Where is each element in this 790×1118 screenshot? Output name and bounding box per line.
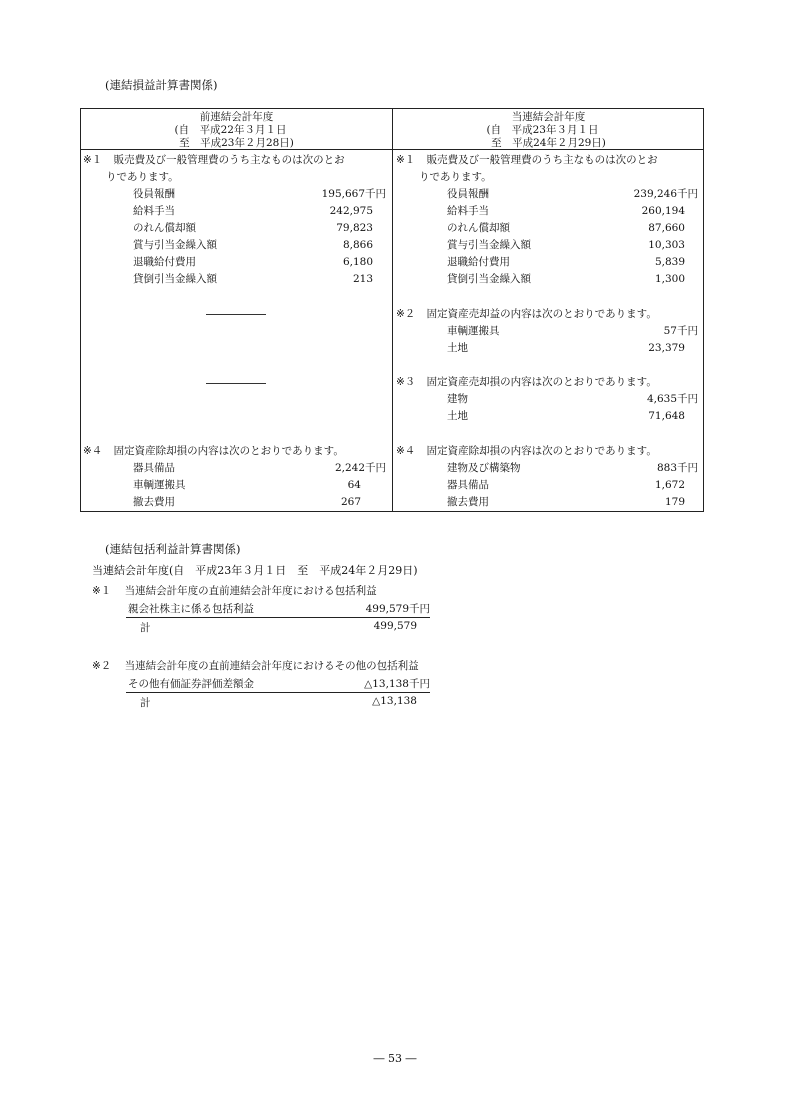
comp1-total-label: 計 (140, 622, 151, 634)
comp1-total-rule (126, 617, 430, 618)
curr-note4-line (396, 443, 657, 460)
curr-year-to: 至 平成24年２月29日) (491, 137, 606, 149)
curr-note1-item-label: 給料手当 (447, 205, 489, 217)
comp1-total-amount: 499,579 (373, 620, 417, 632)
prev-year-title: 前連結会計年度 (199, 111, 274, 123)
prev-note1-marker: ※１ (83, 154, 103, 166)
curr-note1-item-label: 役員報酬 (447, 188, 489, 200)
curr-note1-marker: ※１ (396, 154, 416, 166)
prev-note1-item-label: のれん償却額 (133, 222, 196, 234)
prev-note1-text: 販売費及び一般管理費のうち主なものは次のとお (113, 154, 345, 166)
prev-note1-item-label: 貸倒引当金繰入額 (133, 273, 217, 285)
curr-note2-marker: ※２ (396, 308, 416, 320)
curr-note4-item-label: 撤去費用 (447, 496, 489, 508)
curr-note1-item-amount: 239,246千円 (633, 188, 698, 200)
prev-note1-item-label: 役員報酬 (133, 188, 175, 200)
curr-note1-item-label: 賞与引当金繰入額 (447, 239, 531, 251)
curr-note3-item-amount: 71,648 (648, 410, 685, 422)
prev-note1-item-amount: 242,975 (329, 205, 373, 217)
prev-year-header (81, 111, 392, 150)
curr-note1-item-label: のれん償却額 (447, 222, 510, 234)
curr-note2-item-amount: 57千円 (663, 325, 698, 337)
prev-year-to: 至 平成23年２月28日) (179, 137, 294, 149)
prev-note4-line (83, 443, 344, 460)
prev-note4-item-label: 撤去費用 (133, 496, 175, 508)
prev-note1-item-amount: 195,667千円 (321, 188, 386, 200)
prev-year-from: (自 平成22年３月１日 (174, 124, 287, 136)
curr-note1-item-amount: 87,660 (648, 222, 685, 234)
prev-note1-item-amount: 213 (352, 273, 373, 285)
prev-note1-item-label: 退職給付費用 (133, 256, 196, 268)
curr-note4-item-label: 器具備品 (447, 479, 489, 491)
curr-note4-text: 固定資産除却損の内容は次のとおりであります。 (426, 445, 657, 457)
comp2-item-amount: △13,138千円 (364, 678, 430, 690)
income-statement-table (80, 108, 704, 512)
prev-note1-line1 (83, 152, 345, 169)
comp2-marker: ※２ (92, 660, 112, 672)
section-heading-comprehensive-income: (連結包括利益計算書関係) (105, 542, 241, 556)
curr-note2-item-label: 土地 (447, 342, 468, 354)
comp1-item-label: 親会社株主に係る包括利益 (128, 603, 254, 615)
curr-note2-text: 固定資産売却益の内容は次のとおりであります。 (426, 308, 657, 320)
curr-note1-item-amount: 260,194 (641, 205, 685, 217)
curr-year-from: (自 平成23年３月１日 (486, 124, 599, 136)
prev-note4-item-amount: 2,242千円 (334, 462, 386, 474)
curr-note4-item-amount: 1,672 (654, 479, 685, 491)
prev-note3-placeholder-dash (206, 383, 266, 384)
comp2-line (92, 658, 419, 673)
column-divider (392, 109, 393, 511)
curr-note1-item-label: 貸倒引当金繰入額 (447, 273, 531, 285)
curr-note3-item-label: 建物 (447, 393, 468, 405)
curr-note3-item-label: 土地 (447, 410, 468, 422)
prev-note4-item-label: 器具備品 (133, 462, 175, 474)
comp2-total-rule (126, 692, 430, 693)
comp1-item-amount: 499,579千円 (365, 603, 430, 615)
curr-note1-line2: りであります。 (419, 171, 492, 183)
page-number: ― 53 ― (373, 1052, 417, 1065)
comp2-total-amount: △13,138 (372, 695, 417, 707)
curr-year-title: 当連結会計年度 (511, 111, 586, 123)
curr-note3-item-amount: 4,635千円 (646, 393, 698, 405)
section-heading-income-statement: (連結損益計算書関係) (105, 78, 218, 92)
curr-note1-item-amount: 5,839 (654, 256, 685, 268)
prev-note2-placeholder-dash (206, 314, 266, 315)
prev-note1-item-amount: 79,823 (336, 222, 373, 234)
comp2-text: 当連結会計年度の直前連結会計年度におけるその他の包括利益 (124, 660, 419, 672)
prev-note4-item-label: 車輌運搬具 (133, 479, 186, 491)
comp2-total-label: 計 (140, 697, 151, 709)
prev-note1-line2: りであります。 (106, 171, 179, 183)
curr-note3-text: 固定資産売却損の内容は次のとおりであります。 (426, 376, 657, 388)
prev-note4-item-amount: 267 (340, 496, 361, 508)
curr-note2-item-label: 車輌運搬具 (447, 325, 500, 337)
comp1-marker: ※１ (92, 585, 112, 597)
curr-note3-line (396, 374, 657, 391)
period-line: 当連結会計年度(自 平成23年３月１日 至 平成24年２月29日) (92, 564, 418, 577)
prev-note4-item-amount: 64 (347, 479, 361, 491)
curr-note1-text: 販売費及び一般管理費のうち主なものは次のとお (426, 154, 658, 166)
curr-note1-line1 (396, 152, 658, 169)
curr-note2-line (396, 306, 657, 323)
prev-note1-item-amount: 6,180 (342, 256, 373, 268)
curr-note2-item-amount: 23,379 (648, 342, 685, 354)
curr-note4-item-label: 建物及び構築物 (447, 462, 521, 474)
curr-note4-marker: ※４ (396, 445, 416, 457)
comp2-item-label: その他有価証券評価差額金 (128, 678, 254, 690)
curr-note3-marker: ※３ (396, 376, 416, 388)
prev-note1-item-label: 給料手当 (133, 205, 175, 217)
curr-note1-item-label: 退職給付費用 (447, 256, 510, 268)
prev-note1-item-amount: 8,866 (342, 239, 373, 251)
curr-note1-item-amount: 1,300 (654, 273, 685, 285)
comp1-text: 当連結会計年度の直前連結会計年度における包括利益 (124, 585, 377, 597)
curr-note1-item-amount: 10,303 (648, 239, 685, 251)
prev-note4-marker: ※４ (83, 445, 103, 457)
curr-note4-item-amount: 179 (664, 496, 685, 508)
prev-note1-item-label: 賞与引当金繰入額 (133, 239, 217, 251)
prev-note4-text: 固定資産除却損の内容は次のとおりであります。 (113, 445, 344, 457)
comp1-line (92, 583, 377, 598)
curr-note4-item-amount: 883千円 (656, 462, 698, 474)
curr-year-header (393, 111, 704, 150)
